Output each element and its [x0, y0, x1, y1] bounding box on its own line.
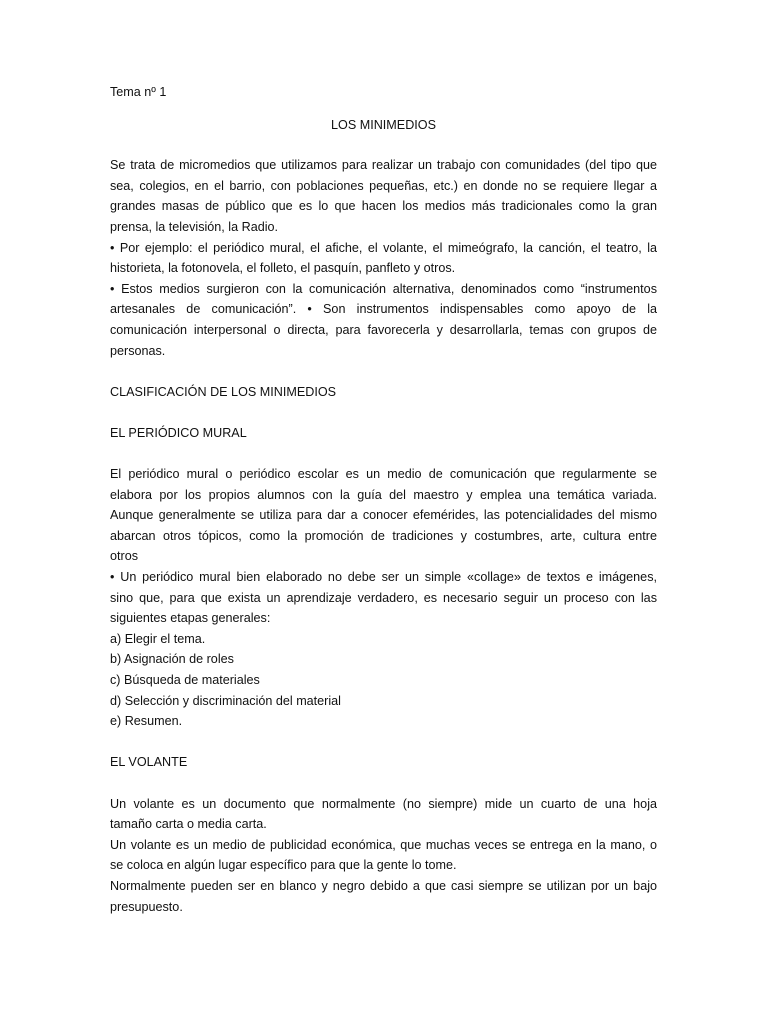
spacer: [110, 402, 657, 423]
text-line: • Estos medios surgieron con la comunicación alternativa, denominados como “instrumentos: [110, 281, 657, 296]
text-line: Un volante es un documento que normalmente (no siempre) mide un cuarto de una hoja: [110, 796, 657, 811]
text-line: comunicación interpersonal o directa, para favorecerla y desarrollarla, temas con grupos de: [110, 322, 657, 337]
mural-heading: EL PERIÓDICO MURAL: [110, 425, 247, 440]
text-line: Normalmente pueden ser en blanco y negro debido a que casi siempre se utilizan por un bajo: [110, 878, 657, 893]
spacer: [110, 135, 657, 155]
document-page: [110, 82, 657, 917]
list-item: a) Elegir el tema.: [110, 631, 206, 646]
classification-heading: CLASIFICACIÓN DE LOS MINIMEDIOS: [110, 384, 337, 399]
topic-number: Tema nº 1: [110, 85, 167, 99]
intro-paragraph: [110, 155, 657, 361]
text-line: tamaño carta o media carta.: [110, 817, 267, 832]
spacer: [110, 773, 657, 794]
text-line: personas.: [110, 343, 166, 358]
text-line: • Un periódico mural bien elaborado no debe ser un simple «collage» de textos e imágenes,: [110, 570, 657, 585]
text-line: elabora por los propios alumnos con la guía del maestro y emplea una temática variada.: [110, 487, 657, 502]
text-line: historieta, la fotonovela, el folleto, el pasquín, panfleto y otros.: [110, 261, 456, 276]
text-line: El periódico mural o periódico escolar es un medio de comunicación que regularmente se: [110, 467, 657, 482]
list-item: e) Resumen.: [110, 714, 183, 729]
volante-paragraph: [110, 794, 657, 918]
spacer: [110, 444, 657, 465]
text-line: artesanales de comunicación”. • Son instrumentos indispensables como apoyo de la: [110, 302, 657, 317]
text-line: se coloca en algún lugar específico para que la gente lo tome.: [110, 858, 457, 873]
text-line: Aunque generalmente se utiliza para dar a conocer efemérides, las potencialidades del mismo: [110, 508, 657, 523]
text-line: grandes masas de público que es lo que hacen los medios más tradicionales como la gran: [110, 199, 657, 214]
spacer: [110, 103, 657, 115]
text-line: Un volante es un medio de publicidad económica, que muchas veces se entrega en la mano, o: [110, 837, 657, 852]
text-line: siguientes etapas generales:: [110, 611, 271, 626]
document-title: LOS MINIMEDIOS: [331, 117, 436, 132]
spacer: [110, 361, 657, 382]
volante-heading: EL VOLANTE: [110, 755, 188, 770]
mural-paragraph: [110, 464, 657, 732]
list-item: d) Selección y discriminación del material: [110, 693, 341, 708]
list-item: b) Asignación de roles: [110, 652, 234, 667]
text-line: • Por ejemplo: el periódico mural, el afiche, el volante, el mimeógrafo, la canción, el teatro, la: [110, 240, 657, 255]
text-line: Se trata de micromedios que utilizamos para realizar un trabajo con comunidades (del tipo que: [110, 158, 657, 173]
text-line: sea, colegios, en el barrio, con poblaciones pequeñas, etc.) en donde no se requiere llegar a: [110, 178, 657, 193]
text-line: abarcan otros tópicos, como la promoción de tradiciones y costumbres, arte, cultura entre: [110, 528, 657, 543]
spacer: [110, 732, 657, 753]
text-line: prensa, la televisión, la Radio.: [110, 219, 279, 234]
list-item: c) Búsqueda de materiales: [110, 673, 260, 688]
text-line: presupuesto.: [110, 899, 183, 914]
text-line: otros: [110, 549, 138, 564]
text-line: sino que, para que exista un aprendizaje verdadero, es necesario seguir un proceso con las: [110, 590, 657, 605]
